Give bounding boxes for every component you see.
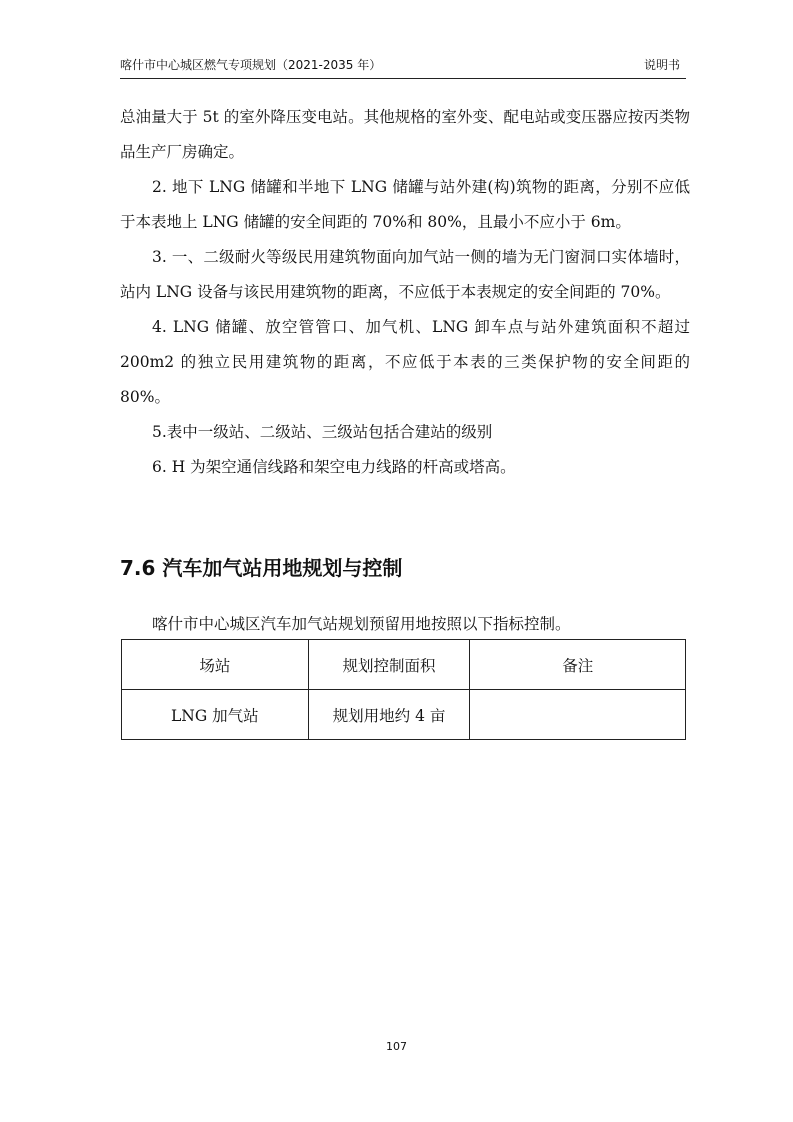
header-title: 喀什市中心城区燃气专项规划（2021-2035 年） [120, 58, 382, 72]
land-use-table [121, 639, 686, 740]
note-4: 4. LNG 储罐、放空管管口、加气机、LNG 卸车点与站外建筑面积不超过 200m2 的独立民用建筑物的距离，不应低于本表的三类保护物的安全间距的 80%。 [120, 318, 690, 406]
header-station: 场站 [122, 640, 309, 690]
table-header-row [122, 640, 686, 690]
cell-area: 规划用地约 4 亩 [308, 690, 470, 740]
section-title: 7.6 汽车加气站用地规划与控制 [120, 556, 403, 580]
header-remarks: 备注 [470, 640, 686, 690]
header-area: 规划控制面积 [308, 640, 470, 690]
note-3: 3. 一、二级耐火等级民用建筑物面向加气站一侧的墙为无门窗洞口实体墙时，站内 LNG 设备与该民用建筑物的距离，不应低于本表规定的安全间距的 70%。 [120, 248, 690, 301]
table-caption: 喀什市中心城区汽车加气站规划预留用地按照以下指标控制。 [152, 615, 571, 633]
body-text [120, 100, 690, 485]
cell-station: LNG 加气站 [122, 690, 309, 740]
table-row [122, 690, 686, 740]
page-header [120, 56, 686, 79]
cell-remarks [470, 690, 686, 740]
note-2: 2. 地下 LNG 储罐和半地下 LNG 储罐与站外建(构)筑物的距离，分别不应低于本表地上 LNG 储罐的安全间距的 70%和 80%，且最小不应小于 6m。 [120, 178, 690, 231]
page-number: 107 [386, 1040, 407, 1053]
paragraph-continuation: 总油量大于 5t 的室外降压变电站。其他规格的室外变、配电站或变压器应按丙类物品生产厂房确定。 [120, 108, 690, 161]
note-6: 6. H 为架空通信线路和架空电力线路的杆高或塔高。 [152, 458, 516, 476]
header-doc-type: 说明书 [643, 58, 680, 72]
note-5: 5.表中一级站、二级站、三级站包括合建站的级别 [152, 423, 493, 441]
